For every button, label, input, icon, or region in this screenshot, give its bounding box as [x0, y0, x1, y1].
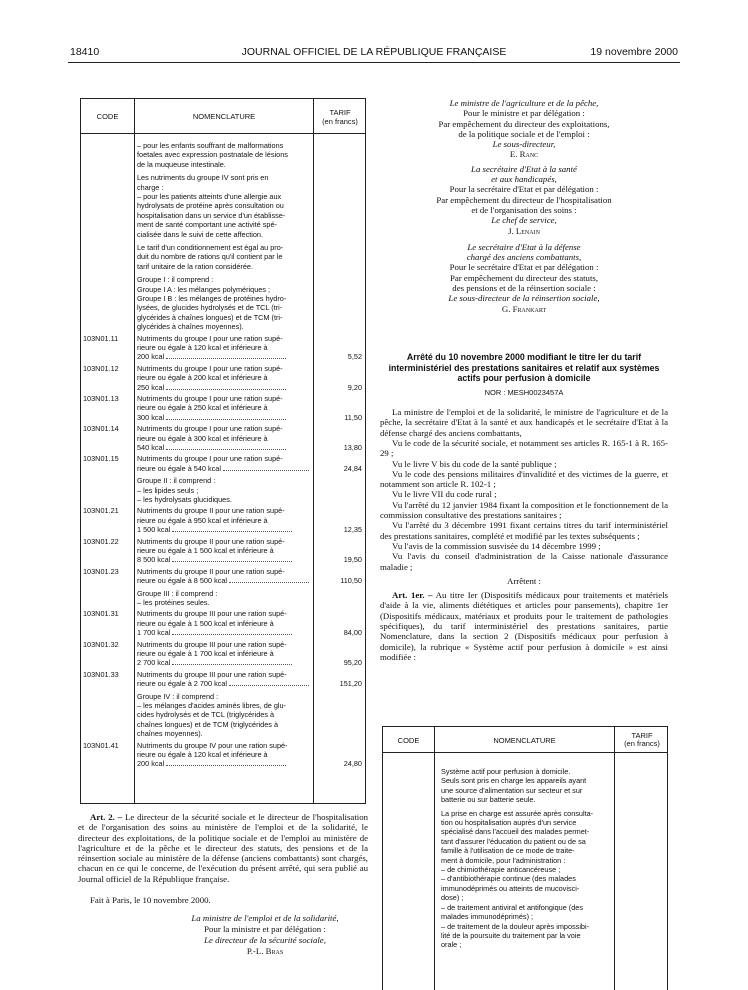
- nomenclature-text: orale ;: [441, 940, 462, 950]
- row-nomenclature: rieure ou égale à 120 kcal et inférieure à: [137, 750, 268, 759]
- row-nomenclature: rieure ou égale à 200 kcal et inférieure à: [137, 373, 268, 383]
- sig-line: Le chef de service,: [491, 215, 557, 226]
- nomenclature-text: glycérides à chaînes longues) et de TCM (tri-: [137, 312, 283, 322]
- row-nomenclature: 200 kcal: [137, 759, 309, 768]
- visa-line: Vu le livre VII du code rural ;: [392, 489, 497, 500]
- col-header-tarif-unit: (en francs): [322, 117, 358, 126]
- signature-name: P.-L. Bras: [246, 946, 284, 956]
- row-nomenclature: rieure ou égale à 300 kcal et inférieure à: [137, 433, 268, 443]
- sig-name: G. Frankart: [501, 303, 547, 314]
- nomenclature-text: Les nutriments du groupe IV sont pris en: [137, 173, 269, 183]
- nomenclature-text: glycérides à chaînes moyennes).: [137, 322, 244, 332]
- sig-line: Pour le secrétaire d'Etat et par délégation :: [449, 262, 599, 273]
- nomenclature-text: tarif unitaire de la ration considérée.: [137, 261, 254, 271]
- row-nomenclature: 250 kcal: [137, 383, 309, 392]
- nomenclature-text: malades immunodéprimés) ;: [441, 912, 534, 922]
- row-nomenclature: Nutriments du groupe III pour une ration supé-: [137, 609, 287, 619]
- sig-line: chargé des anciens combattants,: [466, 252, 582, 263]
- nomenclature-text: duit du nombre de rations qu'il contient par le: [137, 252, 283, 262]
- col-header-tarif: TARIF: [631, 731, 653, 740]
- group-text: Groupe III : il comprend :: [137, 588, 218, 598]
- col-header-tarif: TARIF: [329, 108, 351, 117]
- nomenclature-text: – pour les patients atteints d'une allergie aux: [137, 192, 282, 201]
- nomenclature-text: cialisée dans le suivi de cette affection.: [137, 229, 264, 239]
- row-nomenclature: rieure ou égale à 1 500 kcal et inférieure à: [137, 618, 274, 628]
- nomenclature-text: lité de la poursuite du traitement par la voie: [441, 930, 581, 940]
- row-nomenclature: Nutriments du groupe I pour une ration supé-: [137, 454, 283, 464]
- decree-nor: NOR : MESH0023457A: [484, 387, 564, 397]
- nomenclature-text: dose) ;: [441, 893, 464, 903]
- article-1: [380, 590, 668, 662]
- row-code: 103N01.41: [83, 740, 119, 750]
- row-nomenclature: Nutriments du groupe II pour une ration supé-: [137, 536, 285, 546]
- row-tarif: 95,20: [343, 658, 362, 668]
- visa-line: Vu le code des pensions militaires d'invalidité et des victimes de la guerre, et notamment son article R. 102-1 ;: [380, 468, 668, 490]
- row-tarif: 5,52: [347, 352, 362, 362]
- row-nomenclature: 8 500 kcal: [137, 555, 309, 564]
- group-text: chaînes longues) et de TCM (triglycérides à: [137, 719, 279, 729]
- nomenclature-text: hospitalisation dans un service d'un établisse-: [137, 210, 286, 220]
- row-code: 103N01.13: [83, 394, 119, 403]
- row-nomenclature: 1 500 kcal: [137, 525, 309, 534]
- signature-title-1: La ministre de l'emploi et de la solidarité,: [191, 913, 339, 923]
- nomenclature-text: charge :: [137, 182, 164, 192]
- signature-block-right: [380, 98, 668, 314]
- row-nomenclature: Nutriments du groupe III pour une ration supé-: [137, 669, 287, 679]
- nomenclature-text: Groupe I B : les mélanges de protéines hydro-: [137, 294, 287, 303]
- row-nomenclature: 200 kcal: [137, 352, 309, 361]
- sig-line: et de l'organisation des soins :: [471, 204, 577, 215]
- row-tarif: 9,20: [347, 382, 362, 392]
- sig-line: Le ministre de l'agriculture et de la pêche,: [449, 98, 599, 108]
- sig-line: des pensions et de la réinsertion sociale :: [452, 283, 596, 294]
- visa-line: Vu l'arrêté du 12 janvier 1984 fixant la composition et le fonctionnement de la commission consultative des prestations sanitaires ;: [380, 499, 668, 521]
- sig-name: J. Lenain: [508, 225, 540, 236]
- decree-visas: [380, 438, 668, 572]
- sig-line: Par empêchement du directeur des statuts,: [449, 272, 599, 283]
- nomenclature-table-right: [382, 726, 668, 990]
- row-nomenclature: Nutriments du groupe I pour une ration supé-: [137, 363, 283, 373]
- nomenclature-text: lysées, de glucides hydrolysés et de TCL (tri-: [137, 303, 283, 313]
- row-nomenclature: Nutriments du groupe I pour une ration supé-: [137, 333, 283, 343]
- nomenclature-text: batterie ou sur batterie seule.: [441, 795, 536, 805]
- nomenclature-text: Seuls sont pris en charge les appareils ayant: [441, 776, 587, 786]
- nomenclature-text: Groupe I : il comprend :: [137, 275, 214, 285]
- row-nomenclature: Nutriments du groupe III pour une ration supé-: [137, 639, 287, 649]
- group-text: cides hydrolysés et de TCL (triglycérides à: [137, 710, 275, 720]
- sig-name: E. Ranc: [509, 149, 539, 160]
- decree-preamble: La ministre de l'emploi et de la solidarité, le ministre de l'agriculture et de la pêche, la secrétaire d'Etat à la santé et aux handicapés et le secrétaire d'Etat à la défense chargé des anciens combattants,: [380, 407, 668, 438]
- row-code: 103N01.21: [83, 506, 119, 516]
- group-text: – les hydrolysats glucidiques.: [137, 495, 232, 504]
- visa-line: Vu l'avis de la commission susvisée du 14 décembre 1999 ;: [392, 540, 601, 551]
- row-tarif: 24,80: [343, 759, 362, 769]
- col-header-nomenclature: NOMENCLATURE: [192, 112, 256, 121]
- nomenclature-table-left: [80, 98, 366, 804]
- nomenclature-text: une source d'alimentation sur secteur et sur: [441, 785, 583, 795]
- group-text: chaînes moyennes).: [137, 729, 203, 739]
- visa-line: Vu le code de la sécurité sociale, et notamment ses articles R. 165-1 à R. 165-29 ;: [380, 437, 668, 459]
- article-2-body: Le directeur de la sécurité sociale et le directeur de l'hospitalisation et de l'organisation des soins au ministère de l'emploi et de la solidarité, le directeur des exploitations, de la politique sociale et de l'emploi au ministère de l'agriculture et de la pêche et le directeur des statuts, des pensions et de la réinsertion sociale au ministère de la défense (anciens combattants) sont chargés, chacun en ce qui le concerne, de l'exécution du présent arrêté, qui sera publié au Journal officiel de la République française.: [78, 812, 369, 884]
- sig-line: Par empêchement du directeur de l'hospitalisation: [436, 194, 612, 205]
- nomenclature-text: foetales avec expression postnatale de lésions: [137, 150, 288, 160]
- row-nomenclature: 300 kcal: [137, 413, 309, 422]
- row-code: 103N01.32: [83, 639, 119, 649]
- sig-line: Le sous-directeur,: [492, 139, 556, 150]
- row-nomenclature: rieure ou égale à 1 500 kcal et inférieure à: [137, 546, 274, 555]
- nomenclature-text: La prise en charge est assurée après consulta-: [441, 808, 594, 818]
- row-nomenclature: 2 700 kcal: [137, 658, 309, 667]
- nomenclature-text: ment à domicile, pour l'administration :: [441, 855, 566, 865]
- row-code: 103N01.15: [83, 454, 119, 464]
- sig-line: Pour la secrétaire d'Etat et par délégation :: [449, 184, 599, 195]
- nomenclature-text: tant d'assurer l'éducation du patient ou de sa: [441, 836, 586, 846]
- row-nomenclature: Nutriments du groupe IV pour une ration supé-: [137, 740, 288, 750]
- row-nomenclature: rieure ou égale à 250 kcal et inférieure à: [137, 403, 268, 413]
- nomenclature-text: Système actif pour perfusion à domicile.: [441, 767, 571, 776]
- visa-line: Vu le livre V bis du code de la santé publique ;: [392, 458, 557, 469]
- nomenclature-text: – d'antibiothérapie continue (des malades: [441, 874, 576, 884]
- group-text: – les protéines seules.: [137, 598, 210, 607]
- row-nomenclature: rieure ou égale à 540 kcal: [137, 464, 309, 473]
- row-nomenclature: rieure ou égale à 950 kcal et inférieure à: [137, 515, 268, 525]
- decree-title: Arrêté du 10 novembre 2000 modifiant le titre Ier du tarif interministériel des prestations sanitaires et relatif aux systèmes actifs pour perfusion à domicile: [388, 352, 660, 384]
- col-header-code: CODE: [397, 736, 420, 745]
- nomenclature-text: – de traitement antiviral et antifongique (des: [441, 902, 583, 912]
- row-tarif: 110,50: [340, 576, 362, 586]
- row-nomenclature: 540 kcal: [137, 443, 309, 452]
- article-1-body: Au titre Ier (Dispositifs médicaux pour traitements et matériels d'aide à la vie, aliments diététiques et articles pour pansements), chapitre 1er (Dispositifs médicaux, matériaux et produits pour le traitement de pathologies spécifiques), du tarif interministériel des prestations sanitaires, partie Nomenclature, dans la section 2 (Dispositifs médicaux pour perfusion à domicile), la rubrique « Système actif pour perfusion à domicile » est ainsi modifiée :: [380, 590, 668, 662]
- article-2-label: Art. 2. –: [90, 812, 123, 822]
- col-header-tarif-unit: (en francs): [624, 739, 660, 748]
- issue-date: 19 novembre 2000: [590, 46, 678, 58]
- row-nomenclature: Nutriments du groupe II pour une ration supé-: [137, 506, 285, 516]
- row-nomenclature: Nutriments du groupe II pour une ration supé-: [137, 566, 285, 576]
- nomenclature-text: Le tarif d'un conditionnement est égal au pro-: [137, 243, 284, 252]
- journal-title: JOURNAL OFFICIEL DE LA RÉPUBLIQUE FRANÇAISE: [241, 46, 507, 58]
- group-text: – les lipides seuls ;: [137, 485, 199, 495]
- row-code: 103N01.14: [83, 424, 119, 434]
- sig-line: Par empêchement du directeur des exploitations,: [438, 118, 610, 129]
- nomenclature-text: – de chimiothérapie anticancéreuse ;: [441, 865, 561, 875]
- row-nomenclature: rieure ou égale à 2 700 kcal: [137, 679, 309, 688]
- group-text: Groupe IV : il comprend :: [137, 691, 219, 701]
- row-nomenclature: rieure ou égale à 120 kcal et inférieure à: [137, 343, 268, 352]
- article-1-label: Art. 1er. –: [392, 590, 433, 601]
- row-tarif: 24,84: [343, 463, 362, 473]
- row-nomenclature: rieure ou égale à 1 700 kcal et inférieure à: [137, 649, 274, 658]
- done-at: Fait à Paris, le 10 novembre 2000.: [90, 895, 211, 905]
- row-code: 103N01.33: [83, 669, 119, 679]
- row-code: 103N01.11: [83, 333, 119, 343]
- group-text: Groupe II : il comprend :: [137, 476, 216, 486]
- row-code: 103N01.31: [83, 609, 119, 619]
- nomenclature-text: – pour les enfants souffrant de malformations: [137, 141, 284, 150]
- row-tarif: 11,50: [344, 412, 362, 422]
- group-text: – les mélanges d'acides aminés libres, de glu-: [137, 701, 287, 710]
- nomenclature-text: spécialisé dans l'accueil des malades permet-: [441, 827, 590, 837]
- row-nomenclature: Nutriments du groupe I pour une ration supé-: [137, 394, 283, 403]
- nomenclature-text: de la muqueuse intestinale.: [137, 159, 226, 169]
- row-tarif: 151,20: [339, 679, 362, 689]
- header-rule: [68, 62, 680, 63]
- sig-line: et aux handicapés,: [491, 174, 557, 185]
- table-body: [441, 767, 611, 950]
- article-2: [78, 812, 368, 884]
- nomenclature-text: tion ou hospitalisation auprès d'un service: [441, 818, 577, 828]
- signature-title-2: Le directeur de la sécurité sociale,: [204, 935, 326, 945]
- nomenclature-text: ment de santé comportant une activité spé-: [137, 220, 277, 230]
- row-tarif: 12,35: [343, 525, 362, 535]
- nomenclature-text: Groupe I A : les mélanges polymériques ;: [137, 284, 271, 294]
- page-number: 18410: [70, 46, 100, 58]
- col-header-nomenclature: NOMENCLATURE: [493, 736, 556, 745]
- row-nomenclature: 1 700 kcal: [137, 628, 309, 637]
- row-nomenclature: Nutriments du groupe I pour une ration supé-: [137, 424, 283, 434]
- nomenclature-text: hydrolysats de protéine après consultation ou: [137, 201, 284, 211]
- sig-line: de la politique sociale et de l'emploi :: [458, 128, 590, 139]
- signature-delegation: Pour la ministre et par délégation :: [204, 924, 326, 934]
- visa-line: Vu l'avis du conseil d'administration de la Caisse nationale d'assurance maladie ;: [380, 551, 668, 572]
- col-header-code: CODE: [96, 112, 119, 121]
- nomenclature-text: famille à l'utilisation de ce mode de traite-: [441, 846, 575, 856]
- sig-line: La secrétaire d'Etat à la santé: [471, 163, 577, 174]
- sig-line: Le secrétaire d'Etat à la défense: [467, 241, 581, 252]
- sig-line: Le sous-directeur de la réinsertion sociale,: [448, 293, 600, 304]
- nomenclature-text: – de traitement de la douleur après impossibi-: [441, 921, 590, 931]
- decree-arretent: Arrêtent :: [507, 575, 541, 586]
- row-tarif: 19,50: [343, 555, 362, 565]
- decree-block: [380, 352, 668, 662]
- visa-line: Vu l'arrêté du 3 décembre 1991 fixant certains titres du tarif interministériel des prestations sanitaires, complété et modifié par les textes subséquents ;: [380, 520, 668, 541]
- row-tarif: 13,80: [343, 443, 362, 452]
- nomenclature-text: immunodéprimés ou atteints de mucovisci-: [441, 883, 580, 893]
- row-code: 103N01.22: [83, 536, 119, 546]
- row-code: 103N01.12: [83, 363, 119, 373]
- row-nomenclature: rieure ou égale à 8 500 kcal: [137, 576, 309, 585]
- row-tarif: 84,00: [343, 628, 362, 638]
- row-code: 103N01.23: [83, 566, 119, 576]
- sig-line: Pour le ministre et par délégation :: [463, 108, 585, 119]
